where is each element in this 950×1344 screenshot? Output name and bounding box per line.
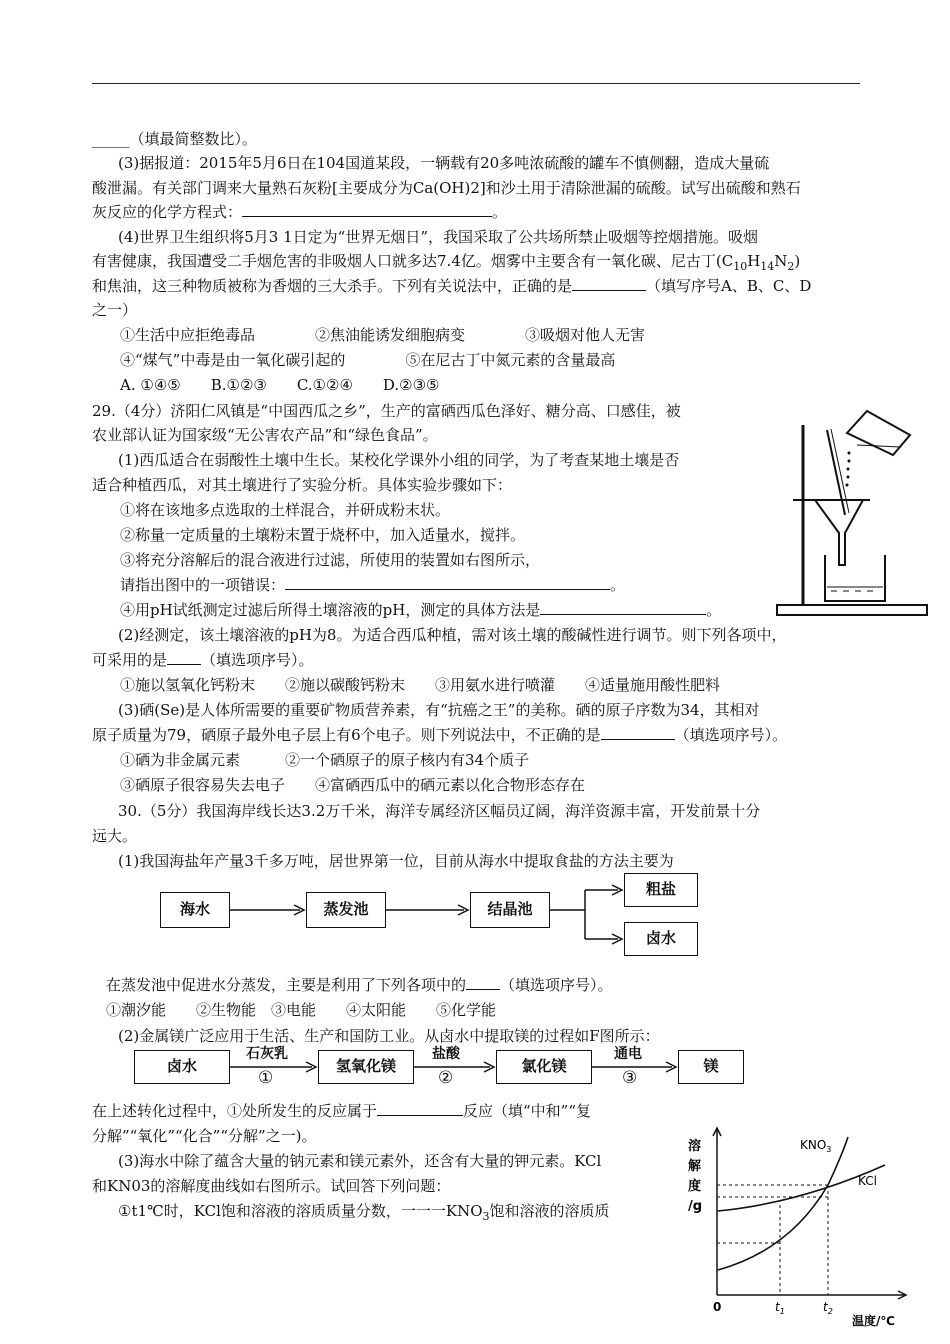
text-line [118,1201,610,1227]
subscript: 2 [787,260,795,273]
text-span: 和焦油，这三种物质被称为香烟的三大杀手。下列有关说法中，正确的是 [92,277,573,295]
text-line: (2)经测定，该土壤溶液的pH为8。为适合西瓜种植，需对该土壤的酸碱性进行调节。则下列各项中， [118,626,787,644]
text-span: （填写序号A、B、C、D [646,277,812,295]
y-axis-label: 解 [688,1159,702,1174]
step-marker: ① [258,1068,274,1088]
flow-box-brine: 卤水 [624,922,698,956]
text-span: 请指出图中的一项错误： [120,576,286,594]
text-line: _____（填最简整数比）。 [92,130,258,148]
x-tick-label [823,1300,833,1316]
text-span: ) [794,252,801,270]
option-line: ①硒为非金属元素 ②一个硒原子的原子核内有34个质子 [120,751,530,769]
text-line: 之一） [92,301,138,319]
kno3-label-sub: 3 [826,1145,832,1154]
text-span: （填选项序号）。 [674,726,788,744]
tick-main: t [775,1300,780,1314]
flow-box-evaporation-pool: 蒸发池 [306,892,386,928]
subscript: 3 [482,1210,490,1223]
text-line: 适合种植西瓜，对其土壤进行了实验分析。具体实验步骤如下： [92,476,513,494]
text-span: 可采用的是 [92,651,168,669]
text-span: ①t1℃时，KCl饱和溶液的溶质质量分数，一一一KNO [118,1202,483,1220]
guide-lines [717,1185,828,1295]
reagent-label: 石灰乳 [246,1046,288,1062]
solubility-chart [680,1125,940,1340]
text-span: 在上述转化过程中，①处所发生的反应属于 [92,1102,378,1120]
flow-box-crystallization-pool: 结晶池 [470,892,550,928]
kno3-label [800,1138,831,1154]
text-line: ②称量一定质量的土壤粉末置于烧杯中，加入适量水，搅拌。 [120,526,526,544]
subscript: 14 [760,260,775,273]
text-line: (4)世界卫生组织将5月3 1日定为“世界无烟日”，我国采取了公共场所禁止吸烟等控烟措施。吸烟 [118,228,758,246]
kno3-label-main: KNO [800,1138,827,1152]
kcl-label: KCl [858,1174,877,1188]
reagent-label: 盐酸 [432,1046,460,1062]
subscript: 10 [733,260,748,273]
text-line: (2)金属镁广泛应用于生活、生产和国防工业。从卤水中提取镁的过程如F图所示： [118,1027,660,1045]
text-line: (1)我国海盐年产量3千多万吨，居世界第一位，目前从海水中提取食盐的方法主要为 [118,852,674,870]
option-line: ①施以氢氧化钙粉末 ②施以碳酸钙粉末 ③用氨水进行喷灌 ④适量施用酸性肥料 [120,676,721,694]
text-span: （填选项序号）。 [500,976,613,994]
text-line: 酸泄漏。有关部门调来大量熟石灰粉[主要成分为Ca(OH)2]和沙土用于清除泄漏的硫酸。试写出硫酸和熟石 [92,179,801,197]
text-span: N [774,252,788,270]
text-span: 在蒸发池中促进水分蒸发，主要是利用了下列各项中的 [106,976,467,994]
text-span: 灰反应的化学方程式： [92,203,243,221]
flow-box-magnesium-chloride: 氯化镁 [496,1050,592,1084]
flow-box-seawater: 海水 [160,892,230,928]
option-line: ④“煤气”中毒是由一氧化碳引起的 ⑤在尼古丁中氮元素的含量最高 [120,351,616,369]
option-line: ①生活中应拒绝毒品 ②焦油能诱发细胞病变 ③吸烟对他人无害 [120,326,646,344]
flow-box-crude-salt: 粗盐 [624,873,698,907]
reagent-label: 通电 [614,1046,642,1062]
y-axis-label: /g [688,1199,703,1214]
text-line: 分解”“氧化”“化合”“分解”之一)。 [92,1127,317,1145]
question-30-heading: 30.（5分）我国海岸线长达3.2万千米，海洋专属经济区幅员辽阔，海洋资源丰富，开发前景十分 [118,802,761,820]
text-line: 农业部认证为国家级“无公害农产品”和“绿色食品”。 [92,426,438,444]
x-tick-label: 0 [713,1300,722,1314]
x-tick-label [775,1300,785,1316]
text-line: 远大。 [92,827,138,845]
flow-box-magnesium: 镁 [678,1050,744,1084]
tick-sub: 1 [779,1307,785,1316]
text-span: 反应（填“中和”“复 [463,1102,592,1120]
text-span: 。 [706,601,722,619]
y-axis-label: 度 [688,1179,702,1194]
text-line: ①将在该地多点选取的土样混合，并研成粉末状。 [120,501,451,519]
kcl-curve [718,1165,885,1211]
text-span: 有害健康，我国遭受二手烟危害的非吸烟人口就多达7.4亿。烟雾中主要含有一氧化碳、尼古丁(C [92,252,734,270]
flow-box-brine: 卤水 [134,1050,230,1084]
text-line: (3)海水中除了蕴含大量的钠元素和镁元素外，还含有大量的钾元素。KCl [118,1152,602,1170]
text-span: 饱和溶液的溶质质 [489,1202,610,1220]
x-axis-label: 温度/℃ [852,1314,895,1328]
text-span: 。 [610,576,626,594]
option-line: A. ①④⑤ B.①②③ C.①②④ D.②③⑤ [120,376,440,394]
answer-blank[interactable] [377,1101,463,1116]
text-line: (3)据报道：2015年5月6日在104国道某段，一辆载有20多吨浓硫酸的罐车不慎侧翻，造成大量硫 [118,154,770,172]
question-29-heading: 29.（4分）济阳仁风镇是“中国西瓜之乡”，生产的富硒西瓜色泽好、糖分高、口感佳，被 [92,402,681,420]
text-span: ④用pH试纸测定过滤后所得土壤溶液的pH，测定的具体方法是 [120,601,541,619]
tick-sub: 2 [827,1307,833,1316]
text-span: 原子质量为79，硒原子最外电子层上有6个电子。则下列说法中，不正确的是 [92,726,601,744]
y-axis-label: 溶 [688,1139,702,1154]
text-span: 。 [492,203,508,221]
option-line: ①潮汐能 ②生物能 ③电能 ④太阳能 ⑤化学能 [106,1001,497,1019]
tick-main: t [823,1300,828,1314]
text-span: （填选项序号）。 [201,651,314,669]
text-line: ③将充分溶解后的混合液进行过滤，所使用的装置如右图所示， [120,551,541,569]
text-line [92,1101,591,1121]
text-line: (1)西瓜适合在弱酸性土壤中生长。某校化学课外小组的同学，为了考查某地土壤是否 [118,451,680,469]
text-line: 和KN03的溶解度曲线如右图所示。试回答下列问题： [92,1177,451,1195]
text-line: (3)硒(Se)是人体所需要的重要矿物质营养素，有“抗癌之王”的美称。硒的原子序数为34，其相对 [118,701,760,719]
step-marker: ② [438,1068,454,1088]
step-marker: ③ [622,1068,638,1088]
flow-box-magnesium-hydroxide: 氢氧化镁 [318,1050,414,1084]
option-line: ③硒原子很容易失去电子 ④富硒西瓜中的硒元素以化合物形态存在 [120,776,586,794]
text-span: H [747,252,761,270]
